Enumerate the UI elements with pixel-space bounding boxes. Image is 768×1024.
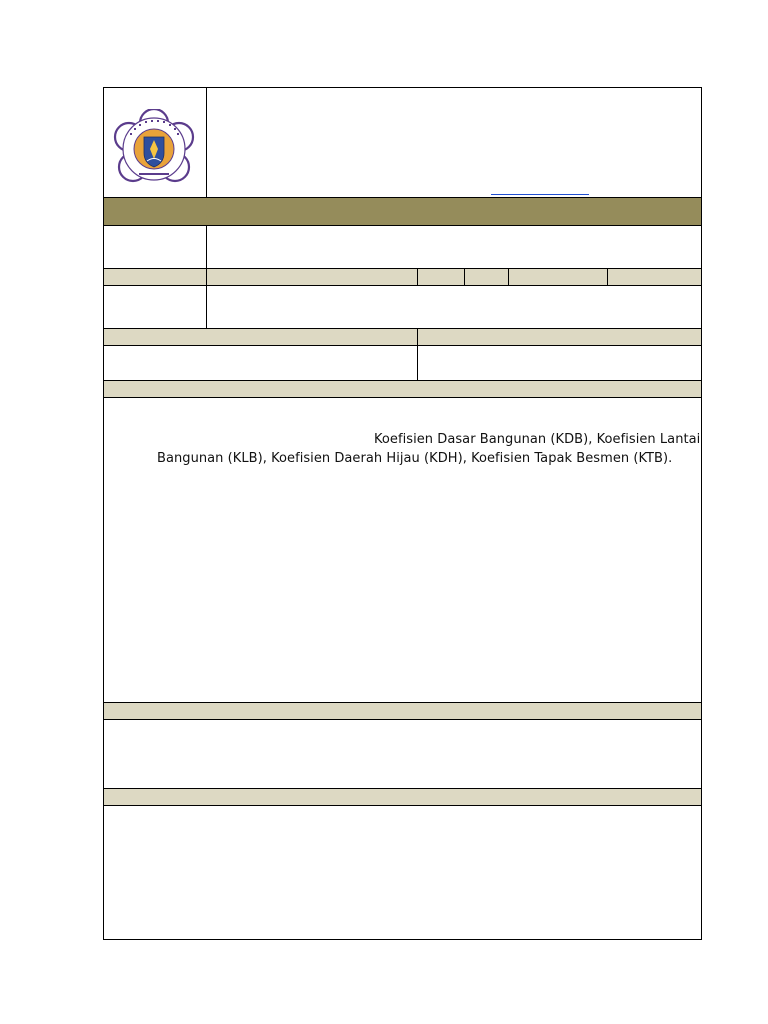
- rule-10: [104, 719, 701, 720]
- rule-6: [104, 345, 701, 346]
- rule-4: [104, 285, 701, 286]
- description-line-2: Bangunan (KLB), Koefisien Daerah Hijau (KDH), Koefisien Tapak Besmen (KTB).: [157, 451, 673, 466]
- row1-divider: [206, 226, 207, 268]
- section-band-1: [104, 381, 701, 397]
- rule-1: [104, 197, 701, 198]
- rule-2: [104, 225, 701, 226]
- col-div-2: [417, 269, 418, 285]
- section-band-2: [104, 703, 701, 719]
- university-seal-logo: [109, 109, 199, 193]
- two-col-band: [104, 329, 701, 345]
- header-divider: [206, 88, 207, 198]
- header-link-underline: [491, 194, 589, 195]
- section-band-3: [104, 789, 701, 805]
- description-line-1: Koefisien Dasar Bangunan (KDB), Koefisien Lantai: [374, 432, 701, 447]
- col-div-5: [607, 269, 608, 285]
- info-band: [104, 269, 701, 285]
- two-col-divider: [417, 329, 418, 381]
- rule-12: [104, 805, 701, 806]
- rule-8: [104, 397, 701, 398]
- form-frame: [103, 87, 702, 940]
- col-div-4: [508, 269, 509, 285]
- header-band: [104, 198, 701, 226]
- col-div-1: [206, 269, 207, 285]
- row2-divider: [206, 286, 207, 328]
- col-div-3: [464, 269, 465, 285]
